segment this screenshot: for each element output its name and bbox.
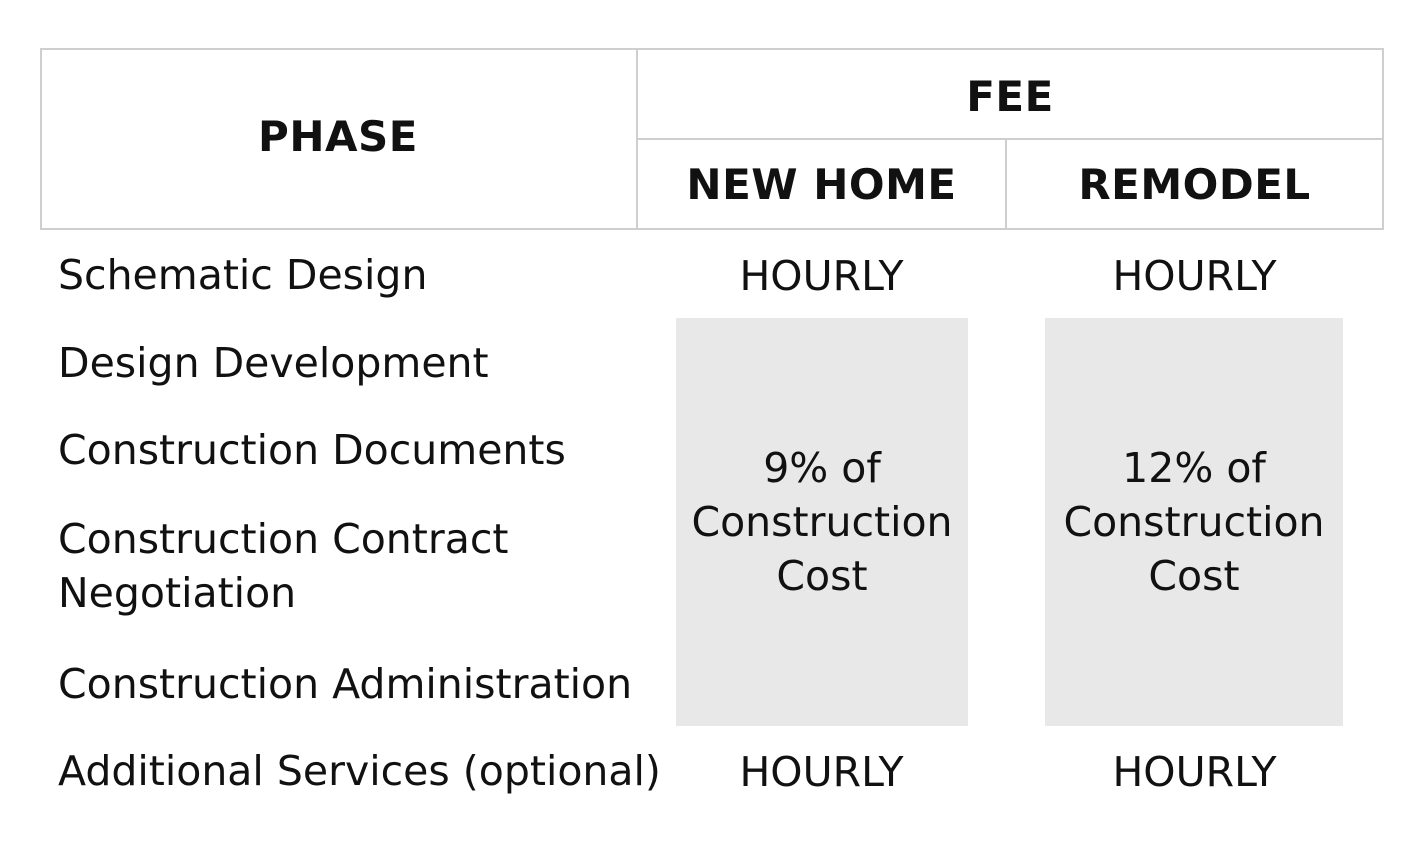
fee-divider bbox=[637, 138, 1384, 140]
phase-additional-services: Additional Services (optional) bbox=[58, 747, 661, 795]
phase-header: PHASE bbox=[258, 112, 418, 161]
additional-new-home-fee: HOURLY bbox=[739, 748, 904, 796]
new-home-percentage-block bbox=[676, 318, 968, 726]
new-home-percentage-line1: 9% of bbox=[763, 444, 881, 492]
phase-construction-administration: Construction Administration bbox=[58, 660, 633, 708]
schematic-remodel-fee: HOURLY bbox=[1112, 252, 1277, 300]
header-top-border bbox=[40, 48, 1384, 50]
phase-construction-documents: Construction Documents bbox=[58, 426, 566, 474]
fee-header: FEE bbox=[966, 72, 1054, 121]
remodel-percentage-line2: Construction bbox=[1063, 498, 1325, 546]
header-bottom-border bbox=[40, 228, 1384, 230]
remodel-header: REMODEL bbox=[1078, 160, 1311, 209]
remodel-percentage-text bbox=[1045, 441, 1343, 603]
phase-design-development: Design Development bbox=[58, 339, 489, 387]
additional-remodel-fee: HOURLY bbox=[1112, 748, 1277, 796]
schematic-new-home-fee: HOURLY bbox=[739, 252, 904, 300]
remodel-percentage-block bbox=[1045, 318, 1343, 726]
phase-contract-negotiation-line2: Negotiation bbox=[58, 569, 297, 617]
phase-contract-negotiation bbox=[58, 512, 508, 620]
remodel-percentage-line3: Cost bbox=[1148, 552, 1240, 600]
remodel-percentage-line1: 12% of bbox=[1122, 444, 1266, 492]
new-home-percentage-line3: Cost bbox=[776, 552, 868, 600]
new-home-percentage-line2: Construction bbox=[691, 498, 953, 546]
phase-schematic-design: Schematic Design bbox=[58, 251, 428, 299]
phase-contract-negotiation-line1: Construction Contract bbox=[58, 515, 509, 563]
new-home-percentage-text bbox=[676, 441, 968, 603]
new-home-header: NEW HOME bbox=[686, 160, 957, 209]
